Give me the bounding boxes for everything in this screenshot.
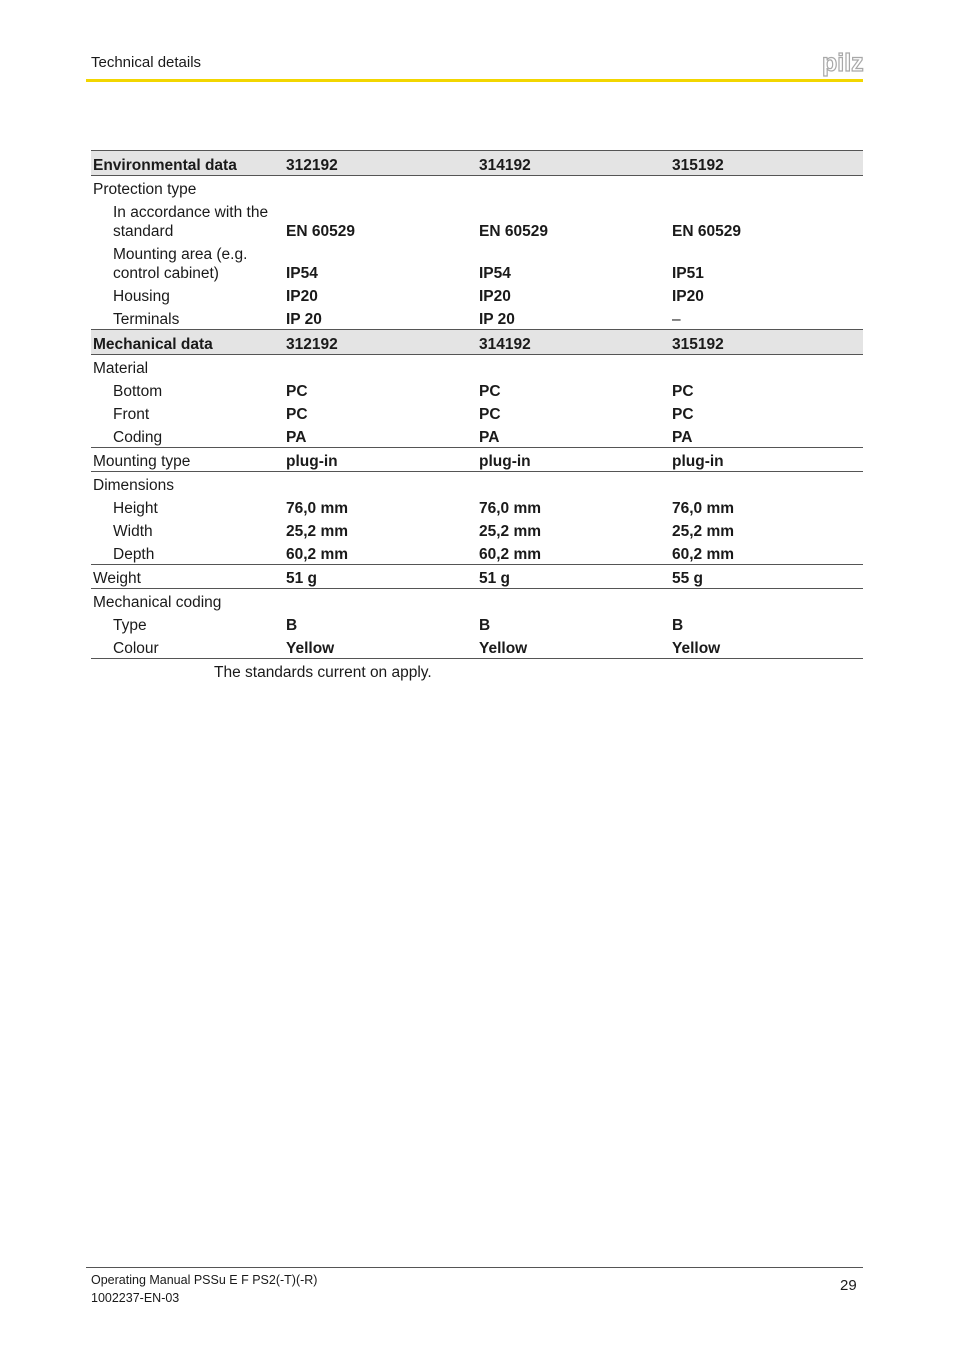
- cell-value: PC: [672, 406, 694, 423]
- cell-value: PC: [479, 406, 501, 423]
- cell-value: IP54: [479, 265, 511, 282]
- group-label: Mechanical coding: [93, 594, 222, 611]
- cell-value: IP 20: [479, 311, 515, 328]
- row-label: Terminals: [113, 311, 180, 328]
- row-label: Mounting area (e.g. control cabinet): [113, 246, 248, 282]
- section-header-environmental: [91, 151, 863, 176]
- table-row: [91, 635, 863, 659]
- section-title: Environmental data: [91, 151, 284, 176]
- cell-value: –: [672, 311, 681, 328]
- row-label: Mounting type: [91, 448, 284, 472]
- row-label: Housing: [113, 288, 170, 305]
- section-title: Mechanical data: [91, 330, 284, 355]
- group-row: [91, 589, 863, 613]
- table-row: [91, 612, 863, 635]
- footer-document-number: 1002237-EN-03: [91, 1291, 180, 1305]
- cell-value: 76,0 mm: [672, 500, 735, 517]
- row-label: In accordance with the standard: [113, 204, 269, 240]
- cell-value: 55 g: [670, 565, 863, 589]
- column-header: 312192: [284, 151, 477, 176]
- row-label: Type: [113, 617, 147, 634]
- column-header: 315192: [670, 330, 863, 355]
- page-number: 29: [840, 1277, 857, 1294]
- column-header: 315192: [670, 151, 863, 176]
- table-row: [91, 424, 863, 448]
- header-title: Technical details: [91, 54, 202, 71]
- cell-value: 51 g: [284, 565, 477, 589]
- table-row: [91, 518, 863, 541]
- table-row: [91, 306, 863, 330]
- cell-value: Yellow: [477, 635, 670, 659]
- cell-value: B: [286, 617, 298, 634]
- table-row: [91, 541, 863, 565]
- table-row: [91, 495, 863, 518]
- cell-value: PC: [479, 383, 501, 400]
- cell-value: plug-in: [670, 448, 863, 472]
- group-label: Protection type: [93, 181, 197, 198]
- cell-value: 25,2 mm: [286, 523, 349, 540]
- cell-value: IP20: [286, 288, 318, 305]
- group-label: Material: [93, 360, 149, 377]
- table-row: [91, 378, 863, 401]
- table-row: [91, 565, 863, 589]
- cell-value: IP 20: [286, 311, 322, 328]
- standards-note: The standards current on apply.: [214, 664, 432, 681]
- footer-rule: [86, 1267, 863, 1268]
- cell-value: PC: [286, 406, 308, 423]
- pilz-logo: pilz: [822, 49, 864, 77]
- cell-value: 51 g: [477, 565, 670, 589]
- group-row: [91, 472, 863, 496]
- cell-value: EN 60529: [672, 223, 741, 240]
- table-row: [91, 283, 863, 306]
- section-header-mechanical: [91, 330, 863, 355]
- cell-value: PC: [672, 383, 694, 400]
- header-rule: [86, 79, 863, 82]
- cell-value: plug-in: [284, 448, 477, 472]
- cell-value: PA: [284, 424, 477, 448]
- cell-value: IP20: [479, 288, 511, 305]
- footer-manual-title: Operating Manual PSSu E F PS2(-T)(-R): [91, 1273, 318, 1287]
- column-header: 312192: [284, 330, 477, 355]
- group-row: [91, 176, 863, 200]
- table-row: [91, 199, 863, 241]
- cell-value: EN 60529: [479, 223, 548, 240]
- cell-value: 25,2 mm: [479, 523, 542, 540]
- cell-value: PC: [286, 383, 308, 400]
- cell-value: PA: [670, 424, 863, 448]
- cell-value: PA: [477, 424, 670, 448]
- table-row: [91, 241, 863, 283]
- cell-value: plug-in: [477, 448, 670, 472]
- group-row: [91, 355, 863, 379]
- cell-value: 76,0 mm: [286, 500, 349, 517]
- column-header: 314192: [477, 151, 670, 176]
- technical-data-table: [91, 150, 863, 659]
- cell-value: Yellow: [284, 635, 477, 659]
- cell-value: EN 60529: [286, 223, 355, 240]
- cell-value: B: [479, 617, 491, 634]
- row-label: Coding: [91, 424, 284, 448]
- row-label: Depth: [91, 541, 284, 565]
- row-label: Weight: [91, 565, 284, 589]
- row-label: Bottom: [113, 383, 163, 400]
- cell-value: IP51: [672, 265, 704, 282]
- cell-value: 25,2 mm: [672, 523, 735, 540]
- group-label: Dimensions: [93, 477, 174, 494]
- column-header: 314192: [477, 330, 670, 355]
- cell-value: B: [672, 617, 684, 634]
- row-label: Height: [113, 500, 158, 517]
- row-label: Front: [113, 406, 150, 423]
- row-label: Width: [113, 523, 153, 540]
- table-row: [91, 448, 863, 472]
- table-row: [91, 401, 863, 424]
- cell-value: IP54: [286, 265, 318, 282]
- cell-value: Yellow: [670, 635, 863, 659]
- row-label: Colour: [91, 635, 284, 659]
- cell-value: 76,0 mm: [479, 500, 542, 517]
- cell-value: IP20: [672, 288, 704, 305]
- cell-value: 60,2 mm: [284, 541, 477, 565]
- cell-value: 60,2 mm: [477, 541, 670, 565]
- cell-value: 60,2 mm: [670, 541, 863, 565]
